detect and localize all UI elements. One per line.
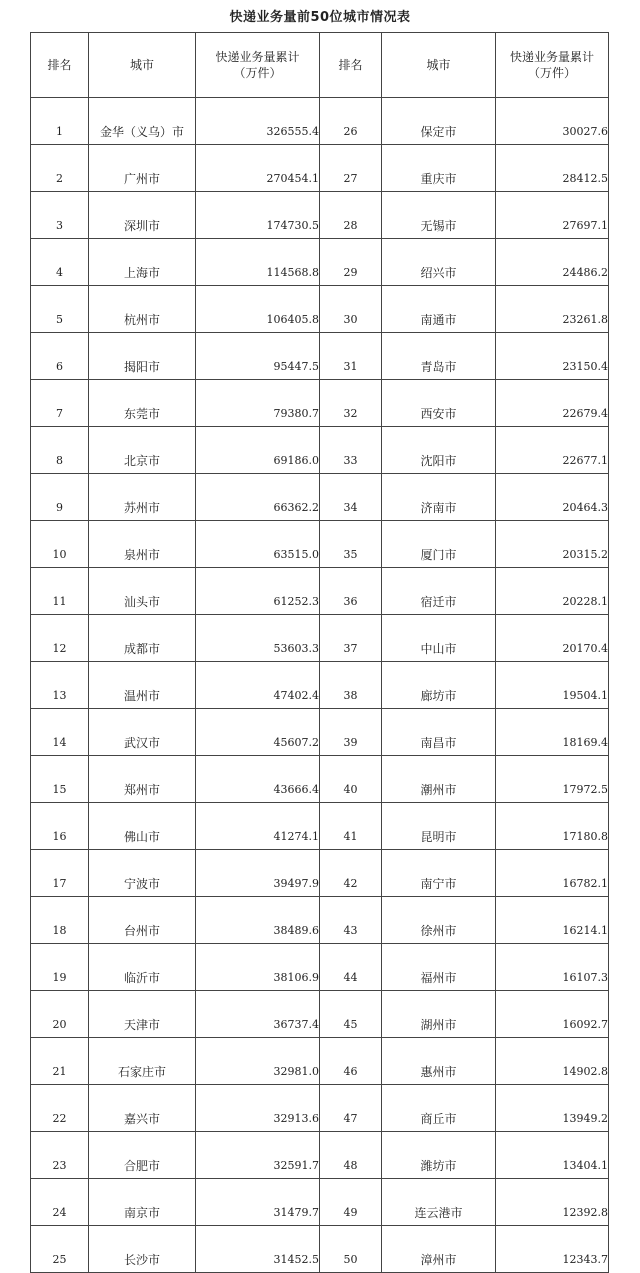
rank-cell: 34 (320, 474, 382, 521)
rank-cell: 26 (320, 98, 382, 145)
volume-cell: 32591.7 (196, 1132, 320, 1179)
volume-cell: 20464.3 (496, 474, 609, 521)
table-title: 快递业务量前50位城市情况表 (229, 10, 411, 25)
rank-cell: 21 (31, 1038, 89, 1085)
volume-cell: 13404.1 (496, 1132, 609, 1179)
city-cell: 成都市 (89, 615, 196, 662)
volume-cell: 43666.4 (196, 756, 320, 803)
city-cell: 北京市 (89, 427, 196, 474)
table-row (31, 192, 609, 239)
city-cell: 潮州市 (382, 756, 496, 803)
volume-cell: 23150.4 (496, 333, 609, 380)
city-cell: 广州市 (89, 145, 196, 192)
volume-cell: 12392.8 (496, 1179, 609, 1226)
table-row (31, 98, 609, 145)
volume-cell: 12343.7 (496, 1226, 609, 1273)
rank-cell: 31 (320, 333, 382, 380)
rank-cell: 4 (31, 239, 89, 286)
city-cell: 宿迁市 (382, 568, 496, 615)
rank-cell: 37 (320, 615, 382, 662)
rank-cell: 14 (31, 709, 89, 756)
rank-cell: 10 (31, 521, 89, 568)
rank-cell: 45 (320, 991, 382, 1038)
volume-cell: 20170.4 (496, 615, 609, 662)
table-row (31, 756, 609, 803)
rank-cell: 30 (320, 286, 382, 333)
volume-cell: 45607.2 (196, 709, 320, 756)
header-city: 城市 (382, 33, 496, 98)
city-cell: 武汉市 (89, 709, 196, 756)
volume-cell: 32913.6 (196, 1085, 320, 1132)
city-cell: 东莞市 (89, 380, 196, 427)
city-cell: 南京市 (89, 1179, 196, 1226)
volume-cell: 27697.1 (496, 192, 609, 239)
table-row (31, 380, 609, 427)
rank-cell: 3 (31, 192, 89, 239)
rank-cell: 16 (31, 803, 89, 850)
city-cell: 泉州市 (89, 521, 196, 568)
volume-cell: 32981.0 (196, 1038, 320, 1085)
city-cell: 揭阳市 (89, 333, 196, 380)
rank-cell: 44 (320, 944, 382, 991)
rank-cell: 27 (320, 145, 382, 192)
header-volume-line2: （万件） (527, 66, 576, 80)
city-cell: 连云港市 (382, 1179, 496, 1226)
table-row (31, 1132, 609, 1179)
rank-cell: 15 (31, 756, 89, 803)
city-cell: 福州市 (382, 944, 496, 991)
city-cell: 佛山市 (89, 803, 196, 850)
volume-cell: 47402.4 (196, 662, 320, 709)
city-cell: 石家庄市 (89, 1038, 196, 1085)
city-cell: 合肥市 (89, 1132, 196, 1179)
rank-cell: 20 (31, 991, 89, 1038)
rank-cell: 12 (31, 615, 89, 662)
volume-cell: 30027.6 (496, 98, 609, 145)
table-row (31, 333, 609, 380)
city-cell: 青岛市 (382, 333, 496, 380)
rank-cell: 9 (31, 474, 89, 521)
volume-cell: 16107.3 (496, 944, 609, 991)
rank-cell: 23 (31, 1132, 89, 1179)
city-cell: 重庆市 (382, 145, 496, 192)
table-row (31, 897, 609, 944)
table-row (31, 521, 609, 568)
rank-cell: 49 (320, 1179, 382, 1226)
volume-cell: 18169.4 (496, 709, 609, 756)
city-cell: 昆明市 (382, 803, 496, 850)
rank-cell: 11 (31, 568, 89, 615)
city-cell: 南宁市 (382, 850, 496, 897)
header-volume (496, 33, 609, 98)
table-row (31, 474, 609, 521)
table-row (31, 568, 609, 615)
header-row (31, 33, 609, 98)
table-row (31, 1179, 609, 1226)
header-rank: 排名 (31, 33, 89, 98)
table-row (31, 427, 609, 474)
rank-cell: 35 (320, 521, 382, 568)
volume-cell: 24486.2 (496, 239, 609, 286)
volume-cell: 41274.1 (196, 803, 320, 850)
city-cell: 商丘市 (382, 1085, 496, 1132)
city-cell: 济南市 (382, 474, 496, 521)
rank-cell: 22 (31, 1085, 89, 1132)
ranking-table (30, 32, 609, 1273)
city-cell: 西安市 (382, 380, 496, 427)
table-row (31, 1038, 609, 1085)
city-cell: 无锡市 (382, 192, 496, 239)
table-row (31, 803, 609, 850)
rank-cell: 28 (320, 192, 382, 239)
rank-cell: 24 (31, 1179, 89, 1226)
volume-cell: 31479.7 (196, 1179, 320, 1226)
rank-cell: 1 (31, 98, 89, 145)
volume-cell: 38106.9 (196, 944, 320, 991)
rank-cell: 36 (320, 568, 382, 615)
volume-cell: 106405.8 (196, 286, 320, 333)
volume-cell: 22679.4 (496, 380, 609, 427)
city-cell: 潍坊市 (382, 1132, 496, 1179)
city-cell: 中山市 (382, 615, 496, 662)
volume-cell: 270454.1 (196, 145, 320, 192)
city-cell: 厦门市 (382, 521, 496, 568)
rank-cell: 46 (320, 1038, 382, 1085)
rank-cell: 8 (31, 427, 89, 474)
volume-cell: 36737.4 (196, 991, 320, 1038)
volume-cell: 66362.2 (196, 474, 320, 521)
city-cell: 汕头市 (89, 568, 196, 615)
rank-cell: 29 (320, 239, 382, 286)
header-volume-line1: 快递业务量累计 (509, 50, 594, 64)
table-row (31, 709, 609, 756)
rank-cell: 40 (320, 756, 382, 803)
rank-cell: 6 (31, 333, 89, 380)
city-cell: 绍兴市 (382, 239, 496, 286)
city-cell: 台州市 (89, 897, 196, 944)
volume-cell: 22677.1 (496, 427, 609, 474)
table-row (31, 662, 609, 709)
table-row (31, 991, 609, 1038)
rank-cell: 47 (320, 1085, 382, 1132)
rank-cell: 19 (31, 944, 89, 991)
city-cell: 金华（义乌）市 (89, 98, 196, 145)
volume-cell: 13949.2 (496, 1085, 609, 1132)
volume-cell: 31452.5 (196, 1226, 320, 1273)
city-cell: 长沙市 (89, 1226, 196, 1273)
volume-cell: 20228.1 (496, 568, 609, 615)
city-cell: 徐州市 (382, 897, 496, 944)
volume-cell: 19504.1 (496, 662, 609, 709)
city-cell: 郑州市 (89, 756, 196, 803)
volume-cell: 16092.7 (496, 991, 609, 1038)
city-cell: 南通市 (382, 286, 496, 333)
volume-cell: 69186.0 (196, 427, 320, 474)
volume-cell: 61252.3 (196, 568, 320, 615)
rank-cell: 7 (31, 380, 89, 427)
city-cell: 临沂市 (89, 944, 196, 991)
rank-cell: 2 (31, 145, 89, 192)
rank-cell: 48 (320, 1132, 382, 1179)
city-cell: 湖州市 (382, 991, 496, 1038)
volume-cell: 95447.5 (196, 333, 320, 380)
table-row (31, 239, 609, 286)
rank-cell: 41 (320, 803, 382, 850)
volume-cell: 38489.6 (196, 897, 320, 944)
city-cell: 漳州市 (382, 1226, 496, 1273)
volume-cell: 28412.5 (496, 145, 609, 192)
city-cell: 南昌市 (382, 709, 496, 756)
header-volume-line1: 快递业务量累计 (215, 50, 300, 64)
header-city: 城市 (89, 33, 196, 98)
city-cell: 深圳市 (89, 192, 196, 239)
rank-cell: 5 (31, 286, 89, 333)
city-cell: 杭州市 (89, 286, 196, 333)
rank-cell: 33 (320, 427, 382, 474)
volume-cell: 79380.7 (196, 380, 320, 427)
city-cell: 惠州市 (382, 1038, 496, 1085)
city-cell: 沈阳市 (382, 427, 496, 474)
rank-cell: 17 (31, 850, 89, 897)
rank-cell: 18 (31, 897, 89, 944)
volume-cell: 63515.0 (196, 521, 320, 568)
rank-cell: 42 (320, 850, 382, 897)
volume-cell: 17180.8 (496, 803, 609, 850)
rank-cell: 50 (320, 1226, 382, 1273)
rank-cell: 43 (320, 897, 382, 944)
volume-cell: 17972.5 (496, 756, 609, 803)
city-cell: 天津市 (89, 991, 196, 1038)
table-row (31, 286, 609, 333)
rank-cell: 32 (320, 380, 382, 427)
city-cell: 廊坊市 (382, 662, 496, 709)
city-cell: 宁波市 (89, 850, 196, 897)
rank-cell: 38 (320, 662, 382, 709)
table-row (31, 944, 609, 991)
rank-cell: 39 (320, 709, 382, 756)
city-cell: 苏州市 (89, 474, 196, 521)
volume-cell: 20315.2 (496, 521, 609, 568)
table-row (31, 850, 609, 897)
header-rank: 排名 (320, 33, 382, 98)
volume-cell: 114568.8 (196, 239, 320, 286)
volume-cell: 39497.9 (196, 850, 320, 897)
table-row (31, 1226, 609, 1273)
city-cell: 保定市 (382, 98, 496, 145)
rank-cell: 13 (31, 662, 89, 709)
header-volume (196, 33, 320, 98)
city-cell: 嘉兴市 (89, 1085, 196, 1132)
volume-cell: 326555.4 (196, 98, 320, 145)
header-volume-line2: （万件） (233, 66, 282, 80)
city-cell: 温州市 (89, 662, 196, 709)
volume-cell: 16782.1 (496, 850, 609, 897)
city-cell: 上海市 (89, 239, 196, 286)
volume-cell: 174730.5 (196, 192, 320, 239)
table-row (31, 615, 609, 662)
volume-cell: 53603.3 (196, 615, 320, 662)
rank-cell: 25 (31, 1226, 89, 1273)
table-row (31, 1085, 609, 1132)
volume-cell: 14902.8 (496, 1038, 609, 1085)
volume-cell: 16214.1 (496, 897, 609, 944)
table-row (31, 145, 609, 192)
volume-cell: 23261.8 (496, 286, 609, 333)
